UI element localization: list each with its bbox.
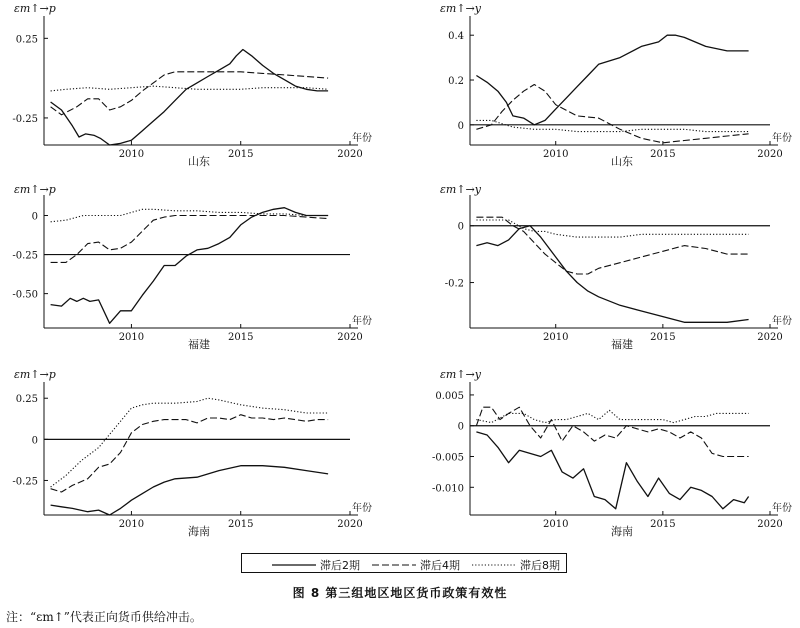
x-tick-label: 2020 [337, 332, 363, 343]
x-tick-label: 2015 [650, 149, 676, 160]
legend [241, 553, 567, 573]
x-tick-label: 2010 [542, 149, 569, 160]
x-tick-label: 2010 [118, 149, 145, 160]
panel-region-label: 海南 [611, 525, 633, 538]
y-tick-label: 0.4 [448, 31, 464, 43]
y-tick-label: -0.010 [431, 483, 464, 495]
series-line-滞后2期 [51, 208, 329, 324]
y-tick-label: 0 [31, 435, 38, 447]
y-tick-label: 0 [457, 120, 464, 132]
legend-label: 滞后8期 [520, 559, 560, 572]
legend-label: 滞后4期 [420, 559, 460, 572]
y-tick-label: 0.25 [15, 34, 38, 46]
panel-region-label: 山东 [188, 155, 210, 168]
series-line-滞后4期 [51, 415, 329, 492]
panel-3 [12, 183, 372, 351]
series-line-滞后2期 [476, 432, 748, 509]
legend-swatch-dashed [372, 560, 416, 570]
x-tick-label: 2010 [542, 519, 569, 530]
x-tick-label: 2020 [757, 519, 783, 530]
x-tick-label: 2020 [757, 149, 783, 160]
series-line-滞后8期 [51, 398, 329, 487]
legend-swatch-solid [272, 560, 316, 570]
legend-item-lag4 [372, 557, 460, 573]
series-line-滞后8期 [476, 410, 748, 422]
legend-item-lag2 [272, 557, 360, 573]
y-axis-label: εm↑→y [440, 368, 481, 381]
y-axis-label: εm↑→p [14, 183, 56, 196]
panel-6 [432, 368, 792, 538]
x-axis-unit: 年份 [772, 316, 792, 327]
series-line-滞后2期 [51, 466, 329, 515]
y-tick-label: -0.25 [12, 250, 38, 262]
x-axis-unit: 年份 [352, 316, 372, 327]
series-line-滞后4期 [51, 72, 329, 115]
series-line-滞后4期 [51, 216, 329, 263]
x-tick-label: 2020 [757, 332, 783, 343]
x-tick-label: 2015 [650, 332, 676, 343]
y-tick-label: 0.2 [448, 76, 464, 88]
x-axis-unit: 年份 [352, 133, 372, 144]
panel-2 [440, 2, 792, 168]
y-axis-label: εm↑→p [14, 368, 56, 381]
panel-1 [12, 2, 372, 168]
legend-swatch-dotted [472, 560, 516, 570]
x-axis-unit: 年份 [772, 503, 792, 514]
panel-region-label: 福建 [188, 338, 210, 351]
y-tick-label: 0 [31, 211, 38, 223]
x-tick-label: 2010 [542, 332, 569, 343]
y-tick-label: -0.005 [431, 452, 464, 464]
y-tick-label: -0.2 [444, 278, 464, 290]
panel-5 [12, 368, 372, 538]
y-tick-label: -0.50 [12, 289, 38, 301]
series-line-滞后2期 [476, 35, 748, 125]
series-line-滞后8期 [476, 120, 748, 131]
x-tick-label: 2020 [337, 149, 363, 160]
y-tick-label: 0 [457, 221, 464, 233]
y-tick-label: 0 [457, 421, 464, 433]
series-line-滞后2期 [476, 226, 748, 323]
x-tick-label: 2010 [118, 519, 145, 530]
y-tick-label: -0.25 [12, 476, 38, 488]
panel-4 [440, 183, 792, 351]
legend-item-lag8 [472, 557, 560, 573]
x-tick-label: 2015 [650, 519, 676, 530]
legend-label: 滞后2期 [320, 559, 360, 572]
y-tick-label: 0.25 [15, 394, 38, 406]
x-tick-label: 2010 [118, 332, 145, 343]
y-axis-label: εm↑→y [440, 2, 481, 15]
panel-region-label: 福建 [611, 338, 633, 351]
x-tick-label: 2015 [227, 149, 254, 160]
x-tick-label: 2020 [337, 519, 363, 530]
x-tick-label: 2015 [227, 332, 254, 343]
figure-note: 注：“εm↑”代表正向货币供给冲击。 [6, 610, 202, 624]
series-line-滞后2期 [51, 50, 329, 146]
x-tick-label: 2015 [227, 519, 254, 530]
y-axis-label: εm↑→y [440, 183, 481, 196]
y-axis-label: εm↑→p [14, 2, 56, 15]
y-tick-label: -0.25 [12, 113, 38, 125]
figure-caption: 图 8 第三组地区地区货币政策有效性 [292, 586, 508, 600]
y-tick-label: 0.005 [435, 390, 464, 402]
x-axis-unit: 年份 [772, 133, 792, 144]
panel-region-label: 山东 [611, 155, 633, 168]
series-line-滞后4期 [476, 85, 748, 143]
series-line-滞后4期 [476, 407, 748, 456]
x-axis-unit: 年份 [352, 503, 372, 514]
panel-region-label: 海南 [188, 525, 210, 538]
